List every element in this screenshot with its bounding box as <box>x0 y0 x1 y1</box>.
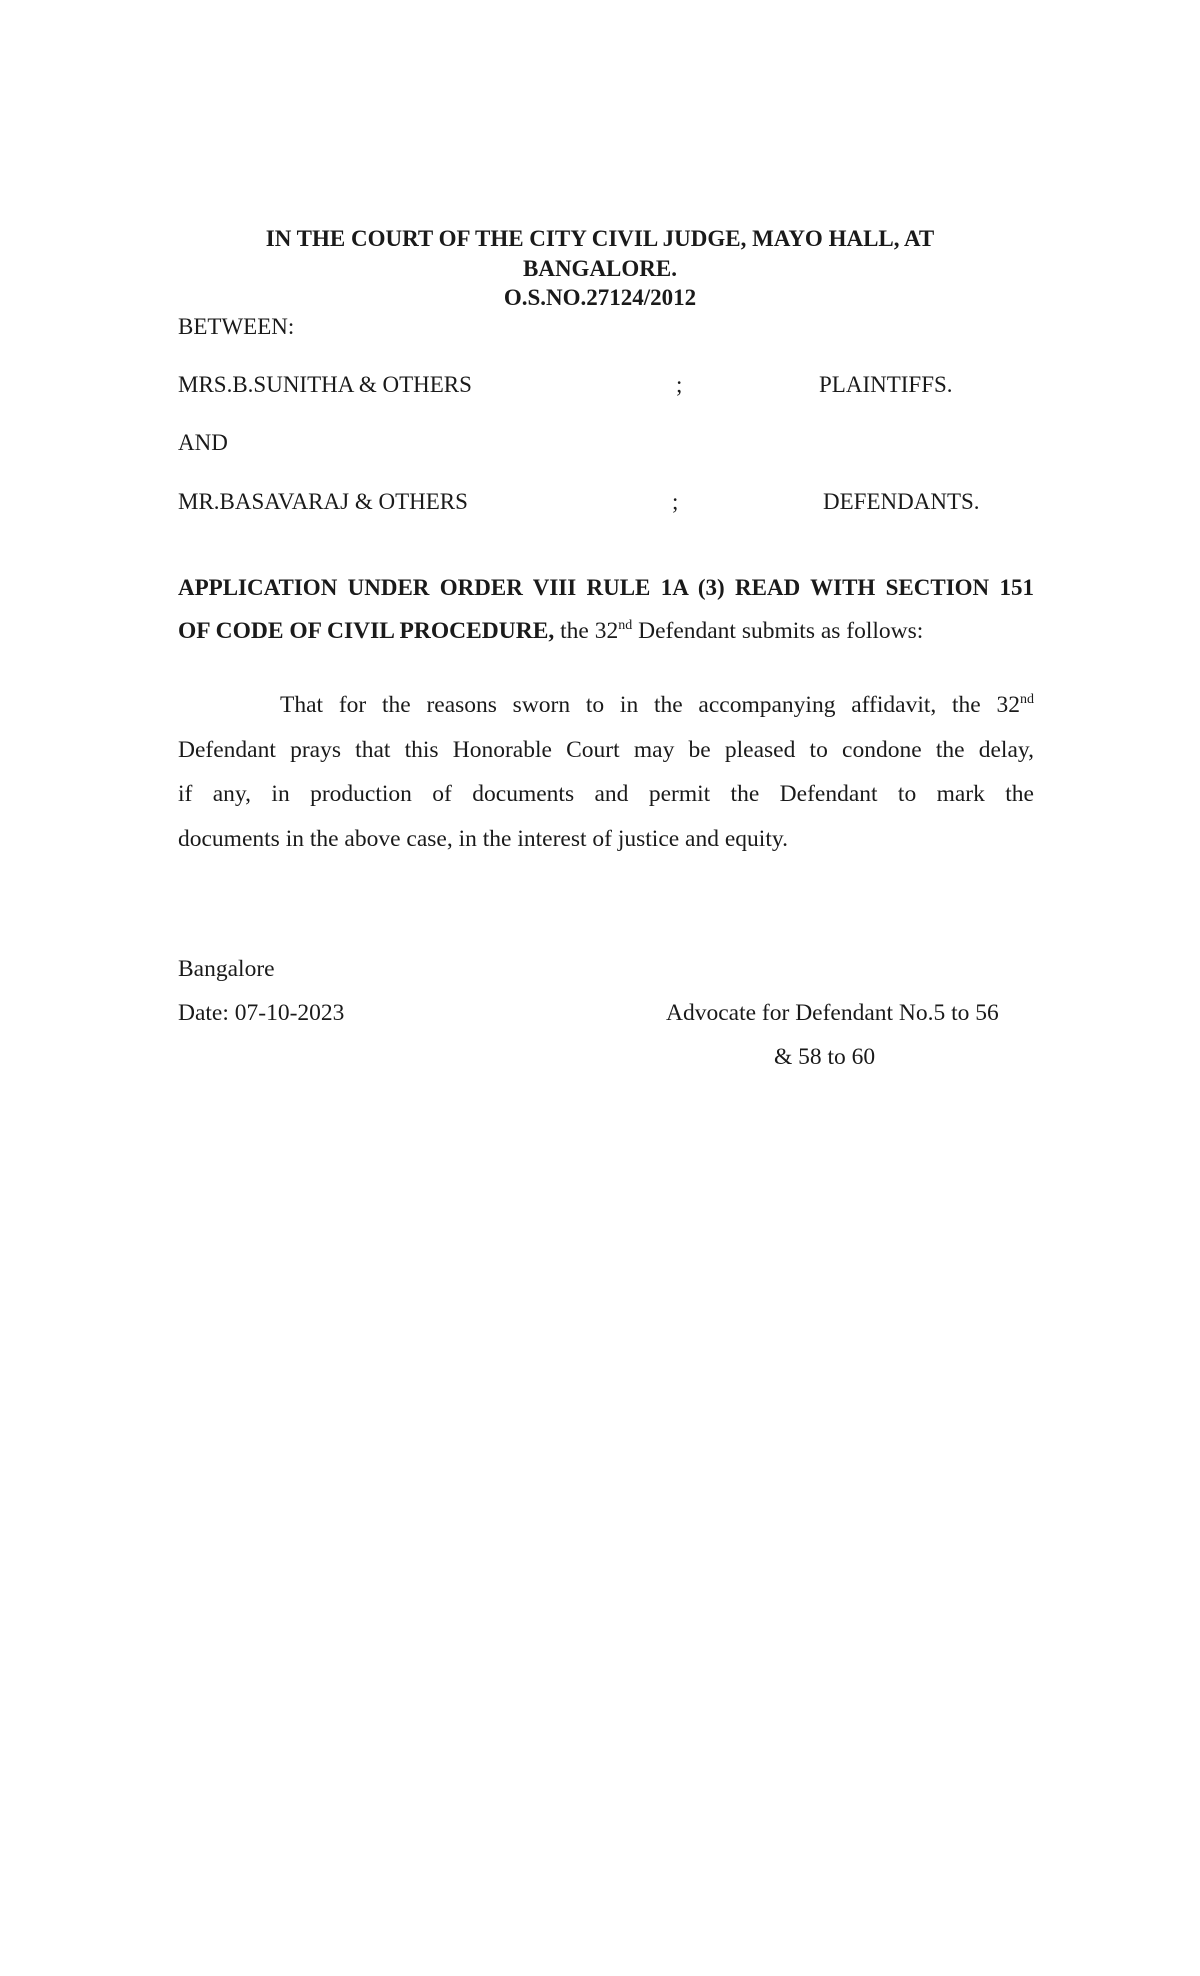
date-label: Date: 07-10-2023 <box>178 1000 345 1026</box>
court-location: BANGALORE. <box>523 256 677 281</box>
advocate-line-1: Advocate for Defendant No.5 to 56 <box>666 1000 999 1026</box>
advocate-line-2: & 58 to 60 <box>774 1044 876 1070</box>
application-title-bold: OF CODE OF CIVIL PROCEDURE, <box>178 618 555 644</box>
application-title-line1: APPLICATION UNDER ORDER VIII RULE 1A (3) READ WITH SECTION 151 <box>178 575 1034 600</box>
body-line-4: documents in the above case, in the interest of justice and equity. <box>178 826 788 852</box>
plaintiff-name: MRS.B.SUNITHA & OTHERS <box>178 372 472 397</box>
application-intro-prefix: the 32 <box>554 618 619 644</box>
body-ordinal-suffix: nd <box>1020 692 1034 708</box>
application-intro-rest: Defendant submits as follows: <box>632 618 924 644</box>
ordinal-suffix: nd <box>618 618 633 634</box>
case-number: O.S.NO.27124/2012 <box>503 285 697 310</box>
place-label: Bangalore <box>178 956 275 982</box>
body-line-1-text: That for the reasons sworn to in the accompanying affidavit, the 32 <box>280 692 1020 718</box>
plaintiff-role: PLAINTIFFS. <box>819 372 953 397</box>
defendant-separator: ; <box>672 489 679 514</box>
defendant-name: MR.BASAVARAJ & OTHERS <box>178 489 468 514</box>
between-label: BETWEEN: <box>178 314 295 339</box>
defendant-role: DEFENDANTS. <box>823 489 980 514</box>
body-line-1 <box>280 690 1034 720</box>
body-line-3: if any, in production of documents and permit the Defendant to mark the <box>178 781 1034 807</box>
and-label: AND <box>178 430 228 455</box>
court-heading: IN THE COURT OF THE CITY CIVIL JUDGE, MAYO HALL, AT <box>265 226 935 251</box>
plaintiff-separator: ; <box>676 372 683 397</box>
application-title-line2 <box>178 617 923 646</box>
body-line-2: Defendant prays that this Honorable Court may be pleased to condone the delay, <box>178 737 1034 763</box>
